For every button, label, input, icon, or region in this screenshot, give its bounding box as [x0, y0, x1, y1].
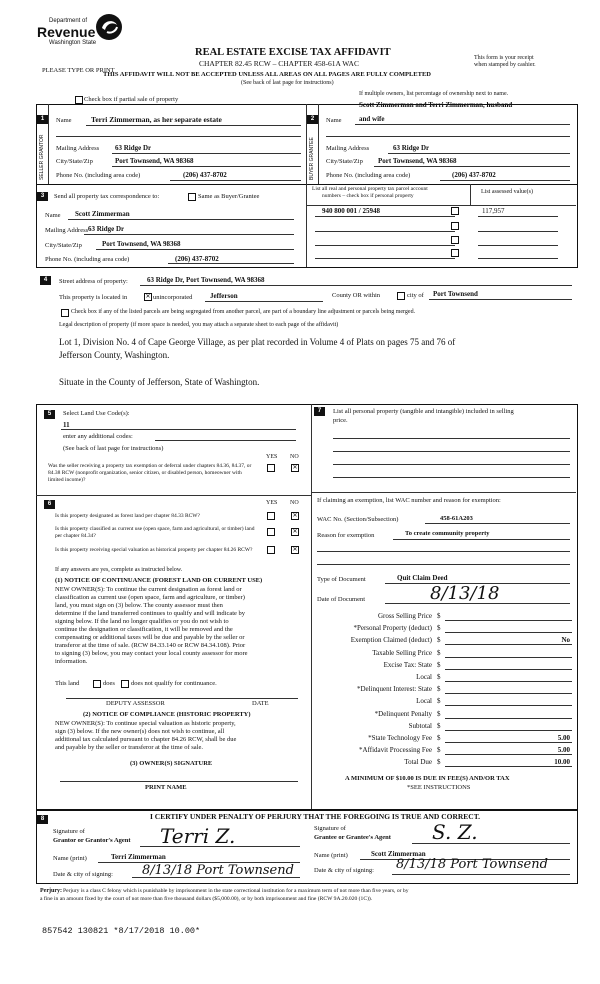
buyer-name-label: Name	[326, 117, 342, 124]
fee-dollar-sign: $	[437, 722, 441, 730]
fee-underline	[445, 632, 572, 633]
buyer-city-label: City/State/Zip	[326, 158, 363, 165]
grantor-sig-label-l1: Signature of	[53, 828, 85, 835]
grantor-sig-label-l2: Grantor or Grantor's Agent	[53, 837, 131, 844]
segregated-checkbox[interactable]	[61, 309, 69, 317]
notice2-line: and payable by the seller or transferor at the time of sale.	[55, 744, 203, 751]
legal-line2: Jefferson County, Washington.	[59, 350, 170, 360]
grantee-name: Scott Zimmerman	[371, 850, 426, 858]
notice1-line: compensating or additional taxes will be due and payable by the seller or	[55, 634, 245, 641]
wac-label: WAC No. (Section/Subsection)	[317, 516, 399, 523]
owner-signature-label: (3) OWNER(S) SIGNATURE	[130, 760, 213, 767]
assessed-value: 117,957	[482, 207, 505, 215]
perjury-line2: a fine in an amount fixed by the court of not more than five thousand dollars ($5,000.00), or by both imprisonment and fine (RCW 9A.20.020 (1C)).	[40, 896, 373, 902]
grantee-sig-label-l1: Signature of	[314, 825, 346, 832]
perjury-line1: Perjury is a class C felony which is punishable by imprisonment in the state correctional institution for a maximum term of not more than five years, or by	[63, 888, 409, 894]
buyer-mailing: 63 Ridge Dr	[393, 144, 430, 152]
fee-label: Taxable Selling Price	[372, 649, 432, 657]
deputy-assessor-label: DEPUTY ASSESSOR	[106, 700, 165, 707]
corr-city-label: City/State/Zip	[45, 242, 82, 249]
parcel-personal-checkbox-1[interactable]	[451, 207, 459, 215]
fee-label: *Affidavit Processing Fee	[359, 746, 432, 754]
notice1-title: (1) NOTICE OF CONTINUANCE (FOREST LAND OR CURRENT USE)	[55, 577, 263, 584]
corr-phone: (206) 437-8702	[175, 255, 219, 263]
unincorporated-label: unincorporated	[153, 294, 193, 301]
fee-label: Excise Tax: State	[383, 661, 432, 669]
corr-name-label: Name	[45, 212, 61, 219]
form-warning: THIS AFFIDAVIT WILL NOT BE ACCEPTED UNLESS ALL AREAS ON ALL PAGES ARE FULLY COMPLETED	[103, 71, 431, 78]
fee-dollar-sign: $	[437, 710, 441, 718]
qualify-does: does	[103, 680, 115, 687]
seller-mailing: 63 Ridge Dr	[115, 144, 152, 152]
located-label: This property is located in	[59, 294, 128, 301]
fee-underline	[445, 657, 572, 658]
fee-label: *Delinquent Penalty	[374, 710, 432, 718]
personal-property-label-l2: price.	[333, 417, 348, 424]
section-3-number: 3	[37, 192, 48, 201]
section-4-number: 4	[40, 276, 51, 285]
same-as-buyer-label: Same as Buyer/Grantee	[198, 193, 260, 200]
fee-label: Gross Selling Price	[377, 612, 432, 620]
section-1-number: 1	[37, 115, 48, 124]
see-instructions-note: *SEE INSTRUCTIONS	[407, 784, 471, 791]
current-use-question: Is this property classified as current use (open space, farm and agricultural, or timber) land per chapter 84.34?	[55, 526, 255, 539]
sec6-yes-label: YES	[266, 500, 278, 506]
fee-label: Local	[416, 697, 432, 705]
multiple-owners-note: If multiple owners, list percentage of ownership next to name.	[359, 91, 509, 97]
grantor-name-label: Name (print)	[53, 855, 87, 862]
historic-question: Is this property receiving special valuation as historical property per chapter 84.26 RCW?	[55, 547, 253, 553]
fee-underline	[445, 718, 572, 719]
corr-mailing: 63 Ridge Dr	[88, 225, 125, 233]
land-use-code: 11	[63, 421, 70, 429]
city-of-checkbox[interactable]	[397, 292, 405, 300]
section-2-number: 2	[307, 115, 318, 124]
parcel-personal-checkbox-2[interactable]	[451, 222, 459, 230]
fee-dollar-sign: $	[437, 685, 441, 693]
fee-underline	[445, 730, 572, 731]
notice1-line: transferor at the time of sale. (RCW 84.33.140 or RCW 84.34.108). Prior	[55, 642, 246, 649]
notice2-line: NEW OWNER(S): To continue special valuation as historic property,	[55, 720, 236, 727]
city-of-value: Port Townsend	[433, 290, 478, 298]
form-title: REAL ESTATE EXCISE TAX AFFIDAVIT	[195, 47, 391, 58]
partial-sale-label: Check box if partial sale of property	[84, 96, 179, 103]
receipt-line2: when stamped by cashier.	[474, 62, 536, 68]
notice2-title: (2) NOTICE OF COMPLIANCE (HISTORIC PROPERTY)	[83, 711, 251, 718]
fee-label: Local	[416, 673, 432, 681]
buyer-phone-label: Phone No. (including area code)	[326, 172, 411, 179]
minimum-due-note: A MINIMUM OF $10.00 IS DUE IN FEE(S) AND/OR TAX	[345, 775, 510, 782]
dept-line2: Revenue	[37, 24, 96, 40]
exemption-no-checkbox[interactable]: ✕	[292, 464, 298, 471]
fee-underline	[445, 681, 572, 682]
personal-property-label-l1: List all personal property (tangible and intangible) included in selling	[333, 408, 514, 415]
fee-value[interactable]: 10.00	[554, 758, 570, 766]
exemption-yes-checkbox[interactable]	[267, 464, 275, 472]
fee-dollar-sign: $	[437, 661, 441, 669]
if-yes-instruction: If any answers are yes, complete as instructed below.	[55, 567, 183, 573]
grantor-date: 8/13/18 Port Townsend	[142, 863, 294, 878]
forest-yes-checkbox[interactable]	[267, 512, 275, 520]
doc-date-value: 8/13/18	[430, 583, 500, 604]
seller-side-label: SELLER GRANTOR	[39, 134, 45, 180]
corr-name: Scott Zimmerman	[75, 210, 130, 218]
sec5-no-label: NO	[290, 454, 299, 460]
forest-no-checkbox[interactable]: ✕	[292, 512, 298, 519]
street-address: 63 Ridge Dr, Port Townsend, WA 98368	[147, 276, 265, 284]
seller-mailing-label: Mailing Address	[56, 145, 100, 152]
doc-date-label: Date of Document	[317, 596, 366, 603]
current-use-yes-checkbox[interactable]	[267, 528, 275, 536]
buyer-name-line1: Scott Zimmerman and Terri Zimmerman, husband	[359, 101, 513, 109]
section-5-number: 5	[44, 410, 55, 419]
wac-value: 458-61A203	[440, 515, 473, 522]
qualify-does-checkbox[interactable]	[93, 680, 101, 688]
sec6-no-label: NO	[290, 500, 299, 506]
receipt-stamp: 857542 130821 *8/17/2018 10.00*	[42, 926, 201, 936]
qualify-does-not-checkbox[interactable]	[121, 680, 129, 688]
fee-dollar-sign: $	[437, 673, 441, 681]
notice2-line: additional tax calculated pursuant to chapter 84.26 RCW, shall be due	[55, 736, 237, 743]
fee-underline	[445, 644, 572, 645]
notice1-line: land, you must sign on (3) below. The county assessor must then	[55, 602, 223, 609]
grantee-name-label: Name (print)	[314, 852, 348, 859]
seller-name: Terri Zimmerman, as her separate estate	[91, 115, 222, 124]
notice1-line: continue the designation or classification, it will be removed and the	[55, 626, 233, 633]
additional-codes-label: enter any additional codes:	[63, 433, 133, 440]
notice1-line: to signing (3) below, you may contact your local county assessor for more	[55, 650, 248, 657]
receipt-line1: This form is your receipt	[474, 55, 534, 61]
deputy-date-label: DATE	[252, 700, 269, 707]
seller-name-label: Name	[56, 117, 72, 124]
fee-underline	[445, 669, 572, 670]
grantor-name: Terri Zimmerman	[111, 853, 166, 861]
seller-city-label: City/State/Zip	[56, 158, 93, 165]
perjury-label: Perjury:	[40, 888, 62, 894]
fee-dollar-sign: $	[437, 734, 441, 742]
corr-city: Port Townsend, WA 98368	[102, 240, 181, 248]
fee-value[interactable]: 5.00	[557, 746, 570, 754]
qualify-this-land: This land	[55, 680, 80, 687]
print-name-label: PRINT NAME	[145, 784, 187, 791]
seller-phone-label: Phone No. (including area code)	[56, 172, 141, 179]
correspondence-label: Send all property tax correspondence to:	[54, 193, 160, 200]
parcel-header-line2: numbers – check box if personal property	[322, 193, 414, 199]
form-chapter: CHAPTER 82.45 RCW – CHAPTER 458-61A WAC	[199, 59, 359, 68]
fee-value[interactable]: No	[561, 636, 570, 644]
section-7-number: 7	[314, 407, 325, 416]
legal-line1: Lot 1, Division No. 4 of Cape George Village, as per plat recorded in Volume 4 of Plats on pages 75 and 76 of	[59, 337, 456, 347]
grantee-date-label: Date & city of signing:	[314, 867, 374, 874]
corr-mailing-label: Mailing Address	[45, 227, 89, 234]
exemption-claim-label: If claiming an exemption, list WAC number and reason for exemption:	[317, 497, 501, 504]
street-label: Street address of property:	[59, 278, 128, 285]
parcel-header-line1: List all real and personal property tax parcel account	[312, 186, 428, 192]
certify-box	[36, 810, 578, 884]
assessed-header: List assessed value(s)	[481, 189, 533, 195]
buyer-city: Port Townsend, WA 98368	[378, 157, 457, 165]
notice1-line: classification as current use (open space, farm and agriculture, or timber)	[55, 594, 245, 601]
partial-sale-checkbox[interactable]	[75, 96, 83, 104]
parcel-personal-checkbox-4[interactable]	[451, 249, 459, 257]
legal-line3: Situate in the County of Jefferson, State of Washington.	[59, 377, 260, 387]
land-use-see-back: (See back of last page for instructions)	[63, 445, 164, 452]
notice1-line: determine if the land transferred continues to qualify and will indicate by	[55, 610, 246, 617]
notice2-line: sign (3) below. If the new owner(s) does not wish to continue, all	[55, 728, 225, 735]
buyer-side-label: BUYER GRANTEE	[309, 137, 315, 180]
grantee-date: 8/13/18 Port Townsend	[396, 857, 548, 872]
notice1-line: NEW OWNER(S): To continue the current designation as forest land or	[55, 586, 242, 593]
doc-type-label: Type of Document	[317, 576, 366, 583]
fee-label: Subtotal	[408, 722, 432, 730]
segregated-label: Check box if any of the listed parcels are being segregated from another parcel, are part of a boundary line adjustment or parcels being merged.	[71, 309, 416, 315]
exemption-question: Was the seller receiving a property tax exemption or deferral under chapters 84.36, 84.37, or 84.38 RCW (nonprofit organization, senior citizen, or disabled person, homeowner with limited income)?	[48, 463, 252, 483]
reason-label: Reason for exemption	[317, 532, 375, 539]
fee-dollar-sign: $	[437, 758, 441, 766]
fee-label: Exemption Claimed (deduct)	[350, 636, 432, 644]
county-or-within-label: County OR within	[332, 292, 381, 299]
legal-label: Legal description of property (if more space is needed, you may attach a separate sheet to each page of the affidavit)	[59, 322, 339, 328]
certify-title: I CERTIFY UNDER PENALTY OF PERJURY THAT THE FOREGOING IS TRUE AND CORRECT.	[150, 812, 481, 821]
seller-city: Port Townsend, WA 98368	[115, 157, 194, 165]
unincorporated-value: Jefferson	[210, 292, 238, 300]
fee-underline	[445, 620, 572, 621]
grantor-signature: Terri Z.	[160, 824, 236, 848]
doc-type-value: Quit Claim Deed	[397, 574, 448, 582]
fee-dollar-sign: $	[437, 649, 441, 657]
fee-dollar-sign: $	[437, 697, 441, 705]
fee-underline	[445, 754, 572, 755]
parcel-number: 940 800 001 / 25948	[322, 207, 380, 215]
section-6-number: 6	[44, 500, 55, 509]
fee-label: Total Due	[404, 758, 432, 766]
fee-dollar-sign: $	[437, 624, 441, 632]
dept-line1: Department of	[49, 18, 88, 24]
historic-no-checkbox[interactable]: ✕	[292, 546, 298, 553]
corr-phone-label: Phone No. (including area code)	[45, 256, 130, 263]
city-of-label: city of	[407, 292, 424, 299]
grantee-sig-label-l2: Grantee or Grantee's Agent	[314, 834, 391, 841]
parcel-personal-checkbox-3[interactable]	[451, 236, 459, 244]
buyer-mailing-label: Mailing Address	[326, 145, 370, 152]
notice1-line: signing below. If the land no longer qualifies or you do not wish to	[55, 618, 229, 625]
land-use-label: Select Land Use Code(s):	[63, 410, 130, 417]
fee-value[interactable]: 5.00	[557, 734, 570, 742]
fee-underline	[445, 693, 572, 694]
qualify-does-not: does not qualify for continuance.	[131, 680, 217, 687]
unincorporated-checkbox[interactable]: ✕	[145, 293, 151, 300]
fee-underline	[445, 742, 572, 743]
grantor-date-label: Date & city of signing:	[53, 871, 113, 878]
notice1-line: information.	[55, 658, 88, 665]
please-type: PLEASE TYPE OR PRINT	[42, 67, 115, 74]
sec5-yes-label: YES	[266, 454, 278, 460]
dor-logo-icon	[93, 12, 125, 42]
form-see-back: (See back of last page for instructions)	[241, 80, 334, 86]
fee-label: *State Technology Fee	[368, 734, 432, 742]
reason-value: To create community property	[405, 530, 490, 537]
section-8-number: 8	[37, 815, 48, 824]
grantee-signature: S. Z.	[432, 820, 478, 844]
current-use-no-checkbox[interactable]: ✕	[292, 528, 298, 535]
fee-underline	[445, 766, 572, 767]
same-as-buyer-checkbox[interactable]	[188, 193, 196, 201]
fee-dollar-sign: $	[437, 746, 441, 754]
fee-dollar-sign: $	[437, 636, 441, 644]
fee-underline	[445, 705, 572, 706]
buyer-name-line2: and wife	[359, 115, 385, 123]
fee-label: *Personal Property (deduct)	[353, 624, 432, 632]
historic-yes-checkbox[interactable]	[267, 546, 275, 554]
fee-dollar-sign: $	[437, 612, 441, 620]
fee-label: *Delinquent Interest: State	[356, 685, 432, 693]
forest-land-question: Is this property designated as forest land per chapter 84.33 RCW?	[55, 513, 200, 519]
buyer-phone: (206) 437-8702	[452, 171, 496, 179]
dept-line3: Washington State	[49, 40, 97, 46]
seller-phone: (206) 437-8702	[183, 171, 227, 179]
